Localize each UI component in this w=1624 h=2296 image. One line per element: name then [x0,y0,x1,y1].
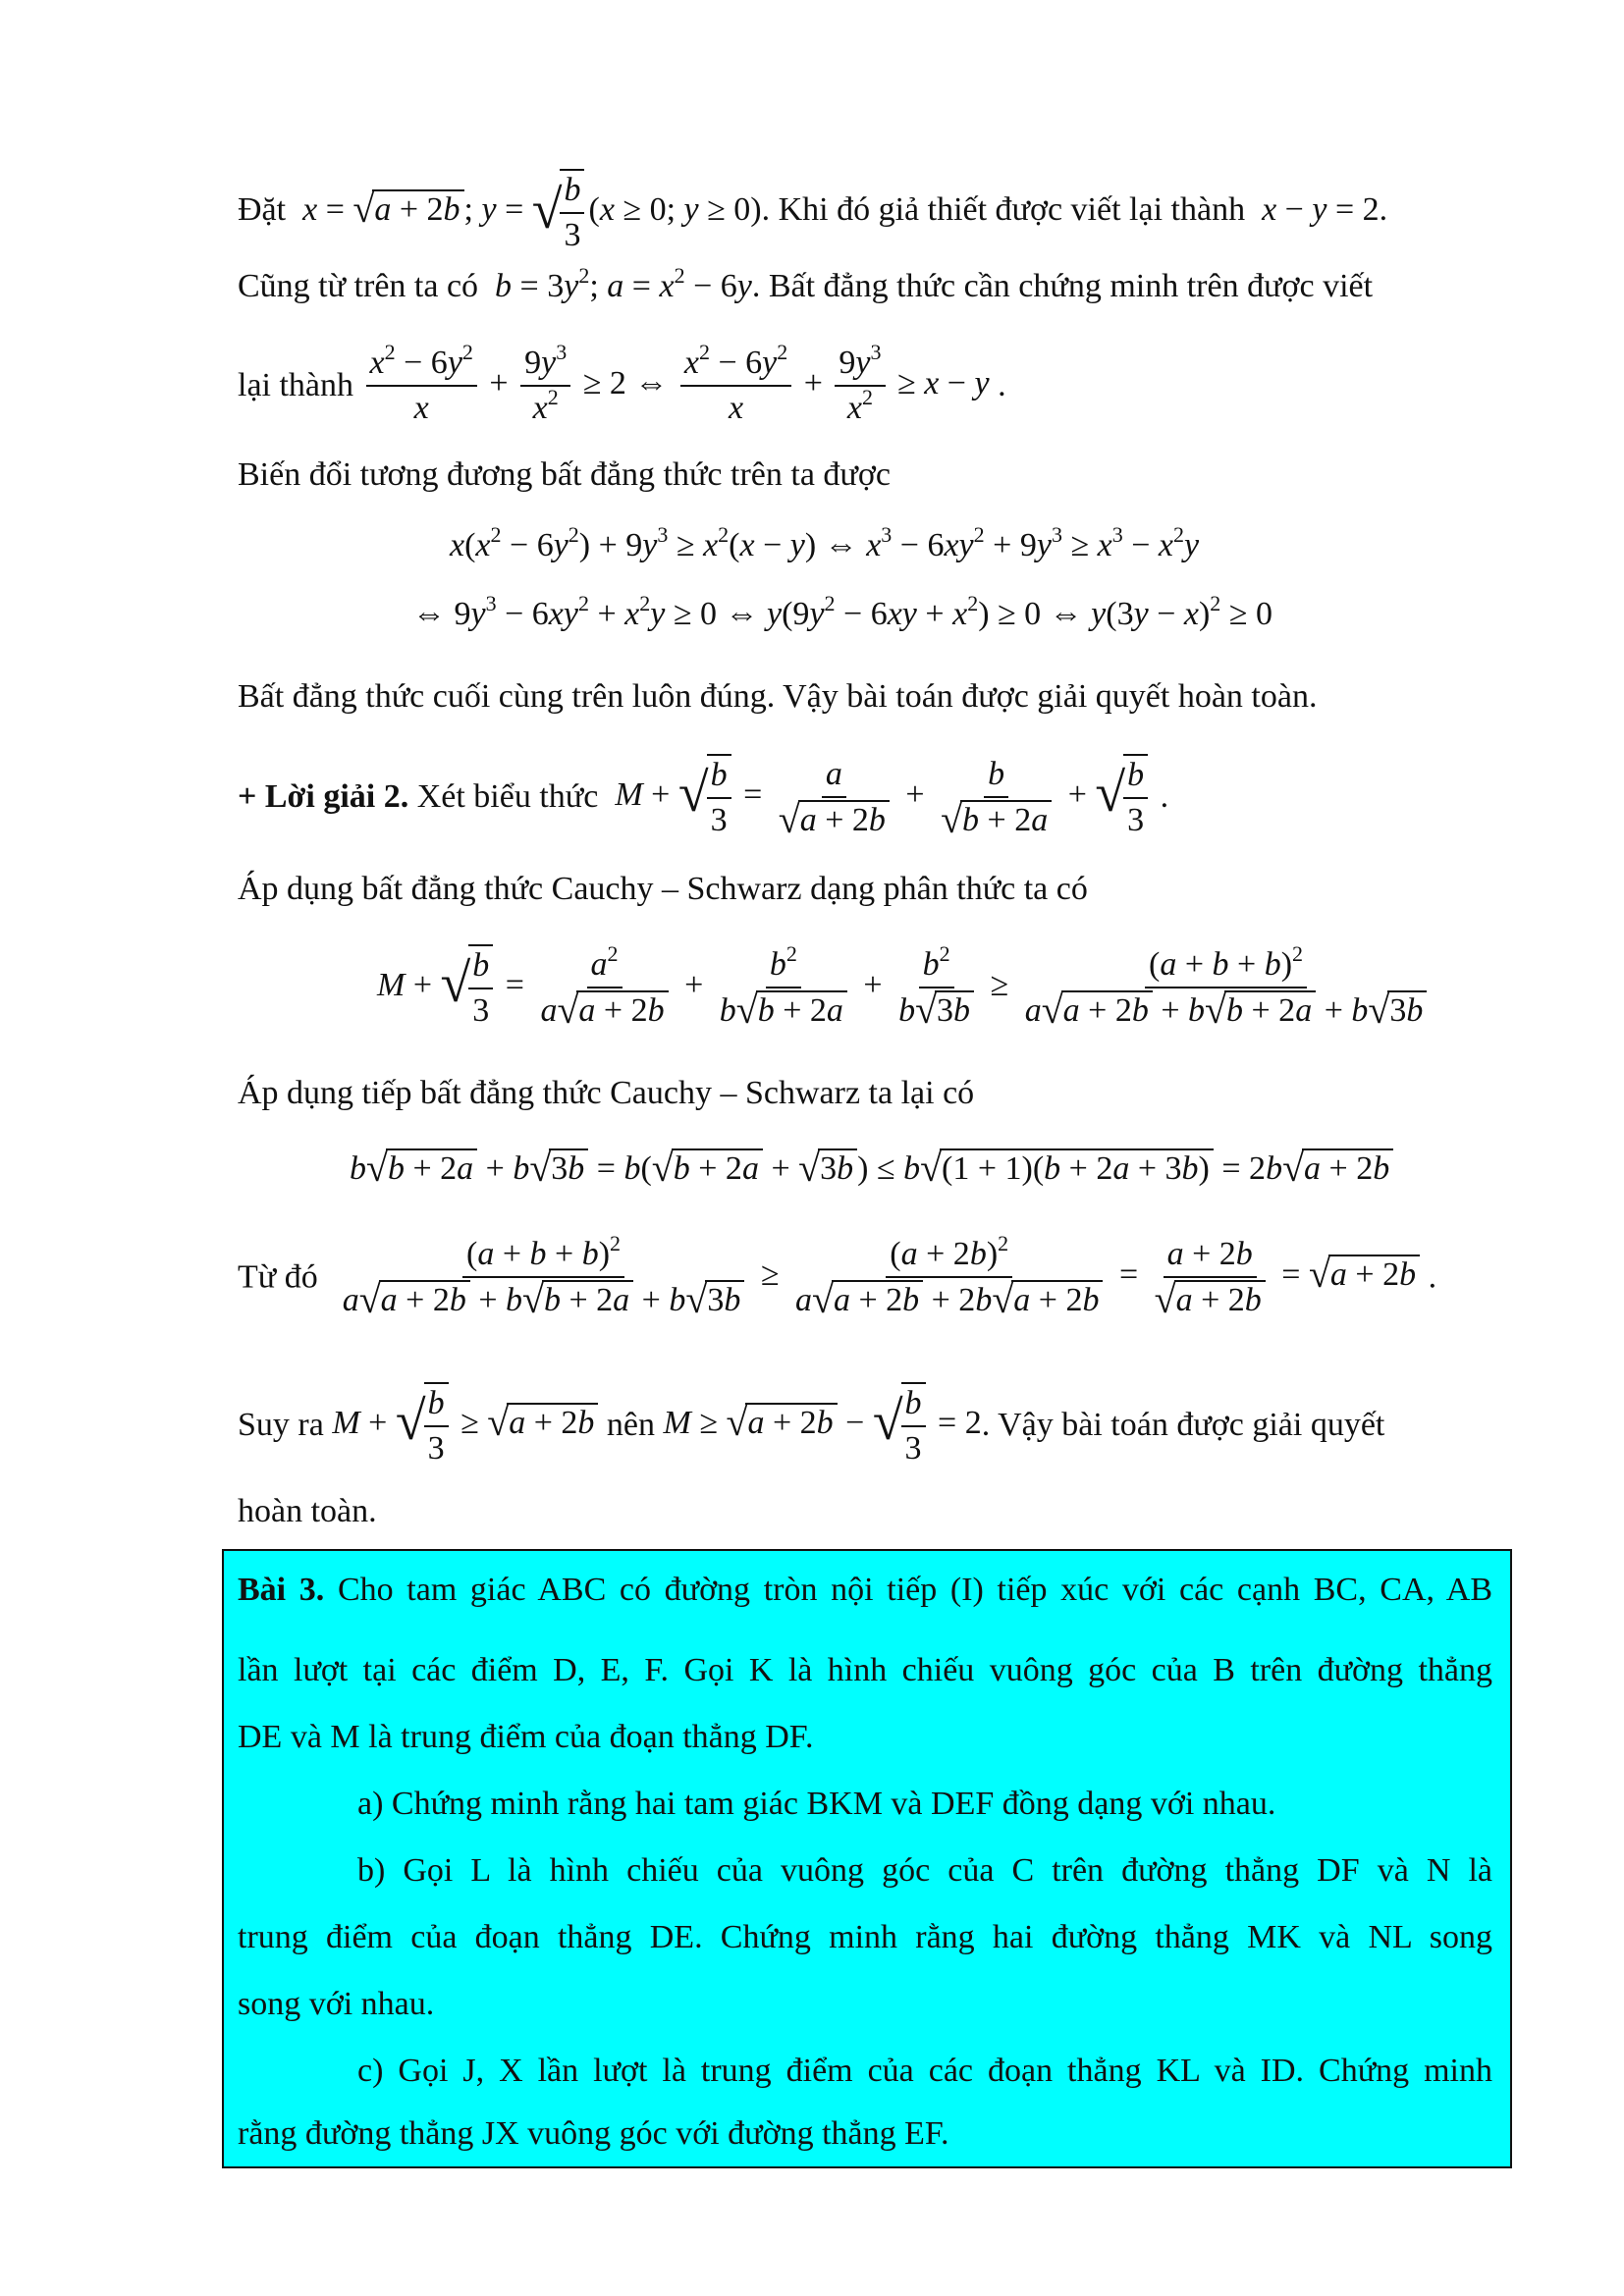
solution-2-heading: + Lời giải 2. [238,778,409,815]
problem-box [222,1549,1512,2168]
math-cauchy-bound: b√b + 2a + b√3b = b(√b + 2a + √3b ) ≤ b√(1 + 1)(b + 2a + 3b) = 2b√a + 2b [350,1145,1393,1193]
math-hence-2: M ≥ √a + 2b − √ $\frac{b}{3}$ = 2 [663,1405,981,1441]
math-M-expression: M + √ $\frac{b}{3}$ = $\frac{a}{√a + 2b}$ + $\frac{b}{√b + 2a}$ + √ $\frac{b}{3}$ [607,776,1161,813]
text-assumption: . Khi đó giả thiết được viết lại thành [761,190,1246,228]
text-line-cauchy-1: Áp dụng bất đẳng thức Cauchy – Schwarz dạng phân thức ta có [238,871,1088,907]
text-line-solution-2: + Lời giải 2. Xét biểu thức M + √ $\frac{b}{3}$ = $\frac{a}{√a + 2b}$ + $\frac{b}{√b + 2a}$ + √ $\frac{b}{3}$ . [238,755,1169,841]
problem-title: Bài 3. [238,1572,325,1608]
text-line-therefore: Từ đó $\frac{(a + b + b)^2}{a√a + 2b + b√b + 2a + b√3b}$ ≥ $\frac{(a + 2b)^2}{a√a + 2b + 2b√a + 2b}$ = $\frac{a + 2b}{√a + 2b}$ = √a + 2b . [238,1231,1437,1321]
problem-part-c-1: c) Gọi J, X lần lượt là trung điểm của các đoạn thẳng KL và ID. Chứng minh [357,2053,1492,2089]
text-line-conclusion-2: hoàn toàn. [238,1493,377,1529]
text-line-substitution: Đặt x = √a + 2b ; y = √ $\frac{b}{3}$ (x ≥ 0; y ≥ 0). Khi đó giả thiết được viết lại thành x − y = 2. [238,169,1387,255]
math-therefore: $\frac{(a + b + b)^2}{a√a + 2b + b√b + 2a + b√3b}$ ≥ $\frac{(a + 2b)^2}{a√a + 2b + 2b√a + 2b}$ = $\frac{a + 2b}{√a + 2b}$ = √a + 2b [326,1256,1428,1293]
math-cauchy-fraction: M + √ $\frac{b}{3}$ = $\frac{a^2}{a√a + 2b}$ + $\frac{b^2}{b√b + 2a}$ + $\frac{b^2}{b√3b}$ ≥ $\frac{(a + b + b)^2}{a√a + 2b + b√b + 2a + b√3b}$ [377,944,1435,1031]
math-transform-2: ⇔ $9y^3 - 6xy^2 + x^2y \ge 0$ ⇔ $y(9y^2 - 6xy + x^2) \ge 0$ ⇔ $y(3y - x)^2 \ge 0$ [412,591,1272,632]
problem-line-1: Bài 3. Cho tam giác ABC có đường tròn nội tiếp (I) tiếp xúc với các cạnh BC, CA, AB [238,1572,1493,1608]
text-line-hence: Suy ra M + √ $\frac{b}{3}$ ≥ √a + 2b nên M ≥ √a + 2b − √ $\frac{b}{3}$ = 2. Vậy bài toán được giải quyết [238,1382,1384,1468]
math-b-a: $b = 3y^2$; $a = x^2 - 6y$ [495,263,752,304]
math-x-minus-y: x − y = 2 [1262,190,1380,228]
problem-part-b-1: b) Gọi L là hình chiếu của vuông góc của C trên đường thẳng DF và N là [357,1852,1492,1889]
math-hence-1: M + √ $\frac{b}{3}$ ≥ √a + 2b [332,1405,607,1441]
problem-part-b-2: trung điểm của đoạn thẳng DE. Chứng minh rằng hai đường thẳng MK và NL song [238,1919,1492,1955]
math-transform-1: $x(x^2 - 6y^2) + 9y^3 \ge x^2(x - y)$ ⇔ $x^3 - 6xy^2 + 9y^3 \ge x^3 - x^2y$ [450,522,1200,563]
problem-part-b-3: song với nhau. [238,1986,435,2022]
problem-line-3: DE và M là trung điểm của đoạn thẳng DF. [238,1719,814,1755]
problem-part-a: a) Chứng minh rằng hai tam giác BKM và DEF đồng dạng với nhau. [357,1786,1276,1822]
problem-part-c-2: rằng đường thẳng JX vuông góc với đường thẳng EF. [238,2115,949,2152]
math-substitution: x = √a + 2b ; y = √ $\frac{b}{3}$ (x ≥ 0; y ≥ 0) [295,191,762,228]
text-line-conclusion-1: Bất đẳng thức cuối cùng trên luôn đúng. Vậy bài toán được giải quyết hoàn toàn. [238,678,1318,715]
text-line-b-a: Cũng từ trên ta có $b = 3y^2$; $a = x^2 - 6y$. Bất đẳng thức cần chứng minh trên được viết [238,263,1374,304]
text-line-cauchy-2: Áp dụng tiếp bất đẳng thức Cauchy – Schwarz ta lại có [238,1075,975,1111]
text-dat: Đặt [238,190,287,228]
math-rewrite: $\frac{x^2 - 6y^2}{x}$ + $\frac{9y^3}{x^2}$ ≥ 2 ⇔ $\frac{x^2 - 6y^2}{x}$ + $\frac{9y^3}{x^2}$ ≥ x − y [362,365,999,401]
text-line-transform: Biến đổi tương đương bất đẳng thức trên ta được [238,456,891,493]
text-line-rewrite: lại thành $\frac{x^2 - 6y^2}{x}$ + $\frac{9y^3}{x^2}$ ≥ 2 ⇔ $\frac{x^2 - 6y^2}{x}$ + $\frac{9y^3}{x^2}$ ≥ x − y . [238,340,1006,426]
problem-line-2: lần lượt tại các điểm D, E, F. Gọi K là hình chiếu vuông góc của B trên đường thẳng [238,1652,1492,1688]
